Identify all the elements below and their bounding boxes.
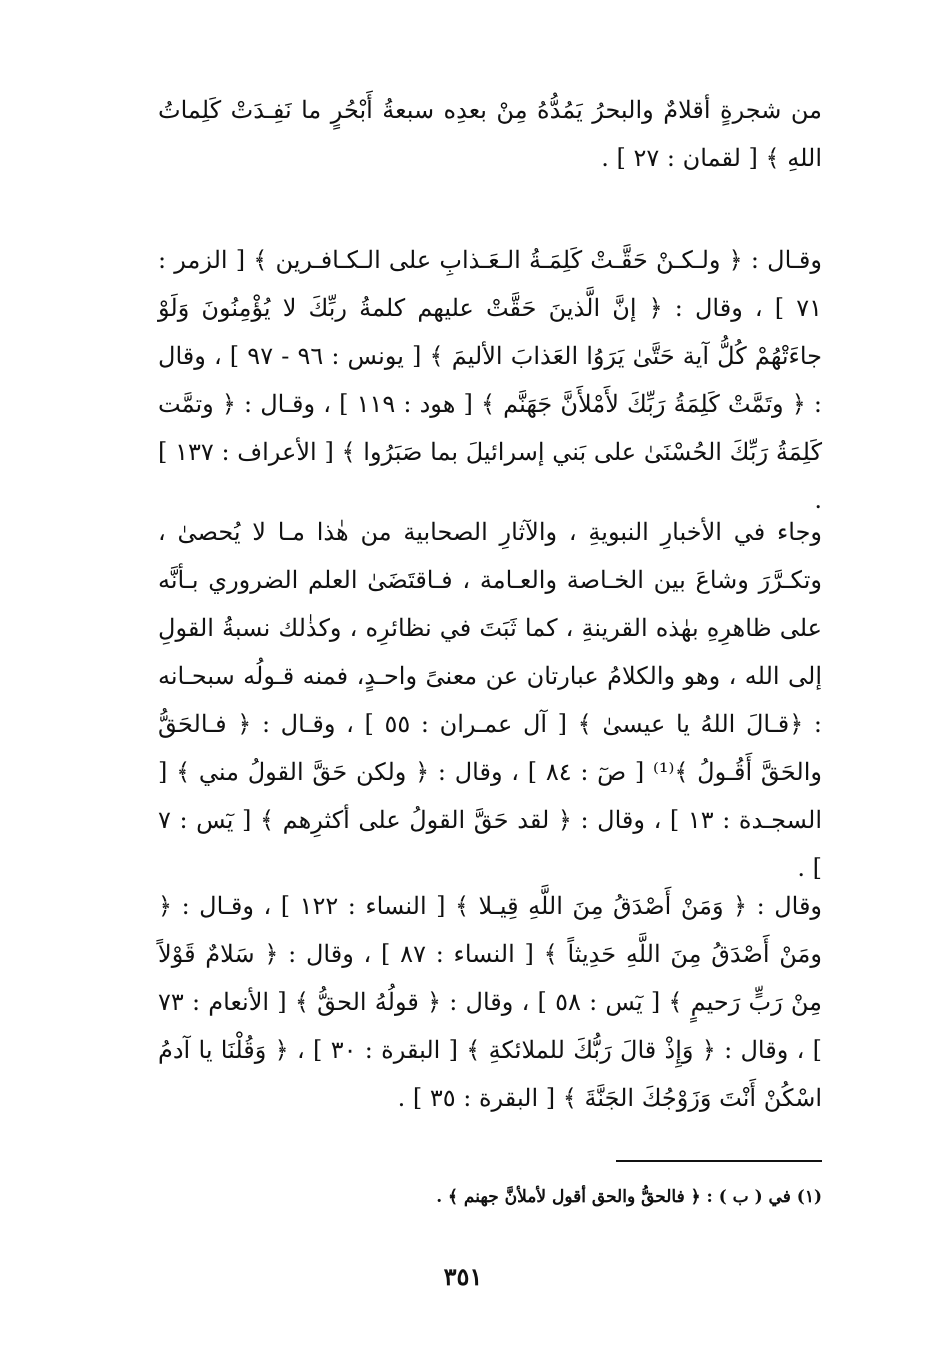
paragraph-verses-word: وقـال : ﴿ ولـكـنْ حَقَّـتْ كَلِمَـةُ الـعَـذابِ على الـكـافـرين ﴾ [ الزمر : ٧١ ] ، وقال : ﴿ إنَّ الَّذينَ حَقَّتْ عليهم كلمةُ ربِّكَ لا يُؤْمِنُونَ وَلَوْ جاءَتْهُمْ كُلُّ آية حَتَّىٰ يَرَوُا العَذابَ الأليمَ ﴾ [ يونس : ٩٦ - ٩٧ ] ، وقال : ﴿ وتَمَّتْ كَلِمَةُ رَبِّكَ لأَمْلأَنَّ جَهَنَّم ﴾ [ هود : ١١٩ ] ، وقـال : ﴿ وتمَّت كَلِمَةُ رَبِّكَ الحُسْنَىٰ على بَني إسرائيلَ بما صَبَرُوا ﴾ [ الأعراف : ١٣٧ ] . [158, 246, 822, 514]
footnote: (١) في ( ب ) : ﴿ فالحقُّ والحق أقول لأملأنَّ جهنم ﴾ . [436, 1187, 822, 1207]
paragraph-hadith-and-saying: وجاء في الأخبارِ النبويةِ ، والآثارِ الصحابية من هٰذا مـا لا يُحصىٰ ، وتكـرَّرَ وشاعَ بين الخـاصة والعـامة ، فـاقتَضَىٰ العلم الضروري بـأنَّه على ظاهرِهِ بهٰذه القرينةِ ، كما ثَبَتَ في نظائرِه ، وكذٰلك نسبةُ القولِ إلى الله ، وهو والكلامُ عبارتان عن معنىً واحـدٍ، فمنه قـولُه سبحـانه : ﴿قـالَ اللهُ يا عيسىٰ ﴾ [ آل عمـران : ٥٥ ] ، وقـال : ﴿ فـالحَقُّ والحَقَّ أَقُـولُ ﴾⁽¹⁾ [ صٓ : ٨٤ ] ، وقال : ﴿ ولكن حَقَّ القولُ مني ﴾ [ السجـدة : ١٣ ] ، وقال : ﴿ لقد حَقَّ القولُ على أكثرِهم ﴾ [ يٓس : ٧ ] . [158, 518, 822, 882]
paragraph-verses-saying: وقال : ﴿ وَمَنْ أَصْدَقُ مِنَ اللَّهِ قِيـلا ﴾ [ النساء : ١٢٢ ] ، وقـال : ﴿ ومَنْ أَصْدَقُ مِنَ اللَّهِ حَدِيثاً ﴾ [ النساء : ٨٧ ] ، وقال : ﴿ سَلامٌ قَوْلاً مِنْ رَبٍّ رَحيمٍ ﴾ [ يٓس : ٥٨ ] ، وقال : ﴿ قولُهُ الحقُّ ﴾ [ الأنعام : ٧٣ ] ، وقال : ﴿ وَإِذْ قالَ رَبُّكَ للملائكةِ ﴾ [ البقرة : ٣٠ ] ، ﴿ وَقُلْنَا يا آدمُ اسْكُنْ أَنْتَ وَزَوْجُكَ الجَنَّةَ ﴾ [ البقرة : ٣٥ ] . [158, 892, 823, 1112]
footnote-separator [616, 1160, 822, 1162]
page-number: ٣٥١ [443, 1262, 483, 1291]
paragraph-verse-continuation: من شجرةٍ أقلامٌ والبحرُ يَمُدُّهُ مِنْ بعدِه سبعةُ أَبْحُرٍ ما نَفِـدَتْ كَلِماتُ اللهِ ﴾ [ لقمان : ٢٧ ] . [158, 96, 822, 172]
